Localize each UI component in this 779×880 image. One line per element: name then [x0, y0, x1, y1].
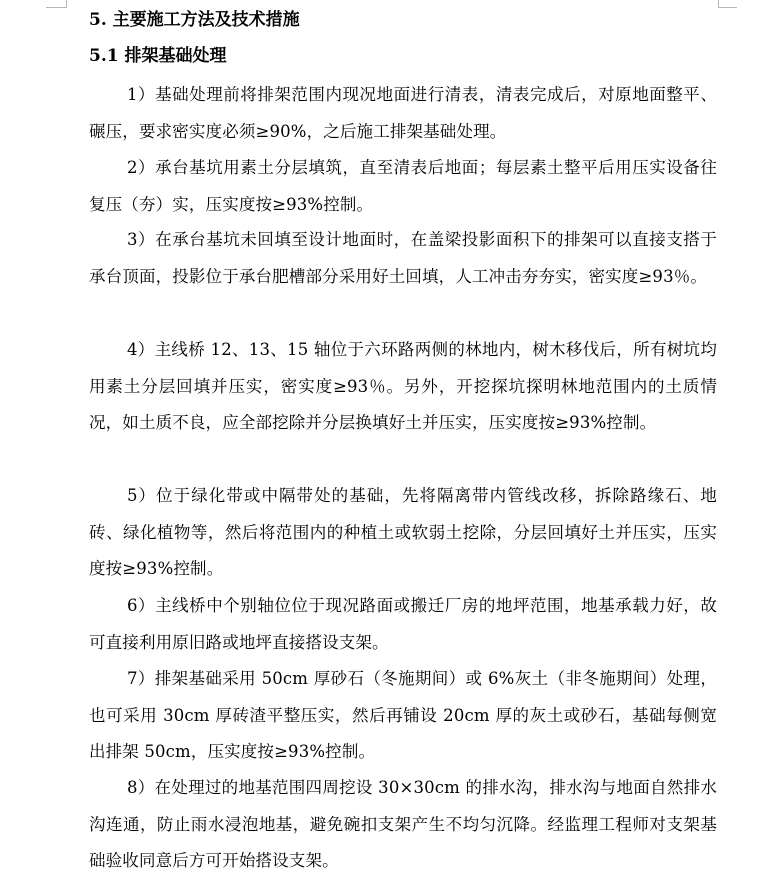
crop-mark-top-right: [719, 7, 737, 8]
paragraph-1: 1）基础处理前将排架范围内现况地面进行清表，清表完成后，对原地面整平、碾压，要求密实度必须≥90%，之后施工排架基础处理。: [89, 85, 717, 141]
paragraph-7: 7）排架基础采用 50cm 厚砂石（冬施期间）或 6%灰土（非冬施期间）处理，也可采用 30cm 厚砖渣平整压实，然后再铺设 20cm 厚的灰土或砂石，基础每侧宽出排架 50cm，压实度按≥93%控制。: [89, 669, 717, 761]
paragraph-5: 5）位于绿化带或中隔带处的基础，先将隔离带内管线改移，拆除路缘石、地砖、绿化植物等，然后将范围内的种植土或软弱土挖除，分层回填好土并压实，压实度按≥93%控制。: [89, 486, 717, 578]
paragraph-8: 8）在处理过的地基范围四周挖设 30×30cm 的排水沟，排水沟与地面自然排水沟连通，防止雨水浸泡地基，避免碗扣支架产生不均匀沉降。经监理工程师对支架基础验收同意后方可开始搭设支架。: [89, 778, 717, 870]
section-heading: 5. 主要施工方法及技术措施: [89, 10, 300, 30]
paragraph-3: 3）在承台基坑未回填至设计地面时，在盖梁投影面积下的排架可以直接支搭于承台顶面，投影位于承台肥槽部分采用好土回填，人工冲击夯夯实，密实度≥93％。: [89, 230, 717, 286]
paragraph-4: 4）主线桥 12、13、15 轴位于六环路两侧的林地内，树木移伐后，所有树坑均用素土分层回填并压实，密实度≥93％。另外，开挖探坑探明林地范围内的土质情况，如土质不良，应全部挖除并分层换填好土并压实，压实度按≥93%控制。: [89, 340, 717, 432]
paragraph-6: 6）主线桥中个别轴位位于现况路面或搬迁厂房的地坪范围，地基承载力好，故可直接利用原旧路或地坪直接搭设支架。: [89, 596, 717, 652]
crop-mark-top-right-vertical: [718, 0, 719, 8]
crop-mark-top-left: [46, 7, 66, 8]
paragraph-2: 2）承台基坑用素土分层填筑，直至清表后地面；每层素土整平后用压实设备往复压（夯）实，压实度按≥93%控制。: [89, 158, 717, 214]
subsection-heading: 5.1 排架基础处理: [89, 46, 227, 66]
crop-mark-top-left-vertical: [66, 0, 67, 8]
